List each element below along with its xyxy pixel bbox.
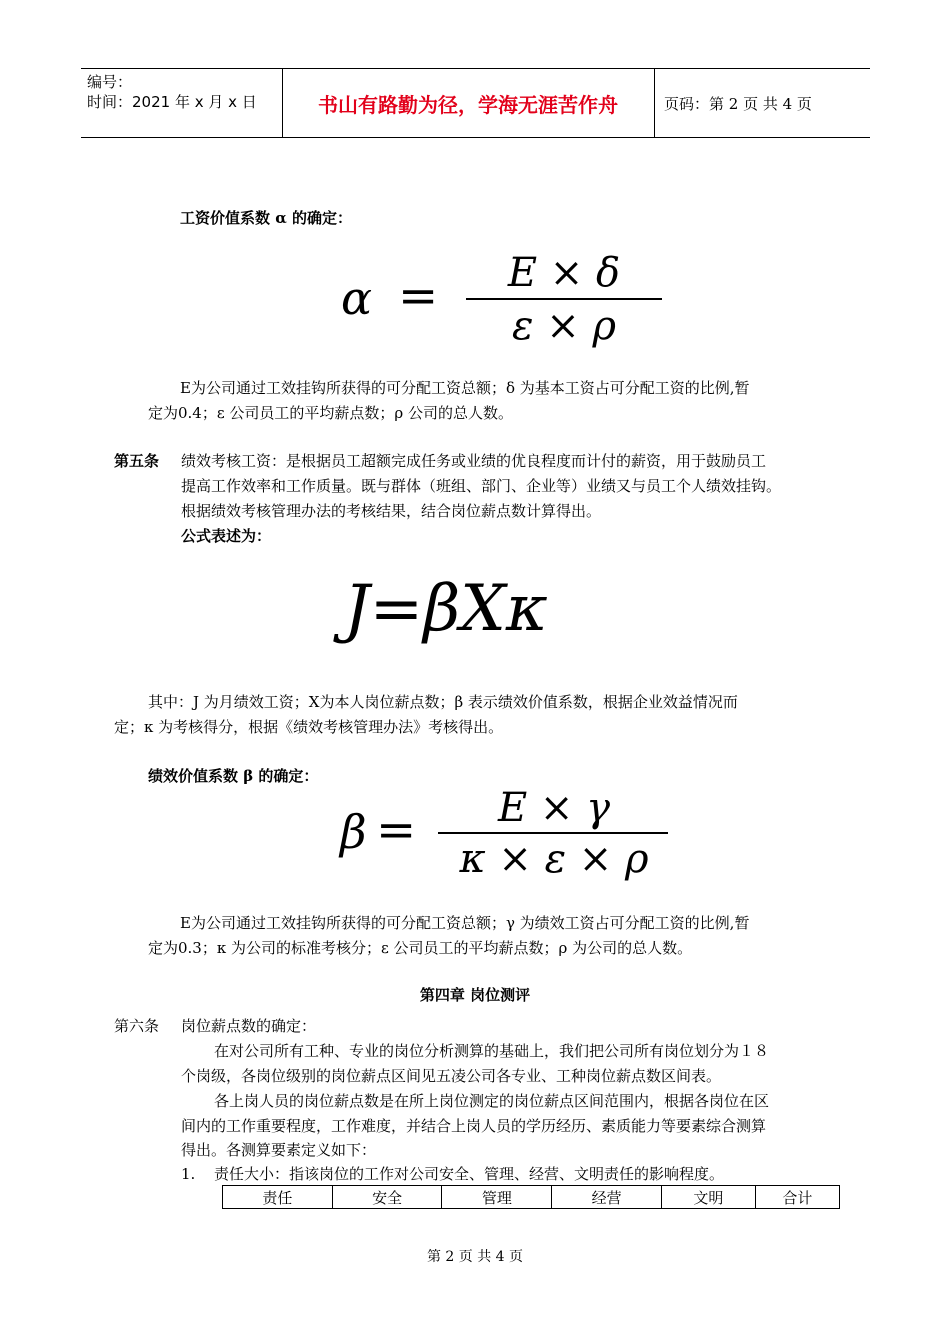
alpha-desc-line: 定为0.4；ε 公司员工的平均薪点数；ρ 公司的总人数。 xyxy=(148,404,513,422)
alpha-denominator: ε × ρ xyxy=(512,303,616,349)
page-header xyxy=(81,68,870,138)
beta-fraction-bar xyxy=(438,832,668,834)
table-header-cell: 责任 xyxy=(223,1186,333,1209)
table-row xyxy=(223,1186,840,1209)
article5-desc-line: 其中：J 为月绩效工资；X为本人岗位薪点数；β 表示绩效价值系数，根据企业效益情况而 xyxy=(148,693,738,711)
alpha-desc-line: E为公司通过工效挂钩所获得的可分配工资总额；δ 为基本工资占可分配工资的比例,暂 xyxy=(180,379,750,397)
formula-intro: 公式表述为： xyxy=(181,527,272,545)
article5-text: 绩效考核工资：是根据员工超额完成任务或业绩的优良程度而计付的薪资，用于鼓励员工 xyxy=(181,452,767,470)
table-header-cell: 经营 xyxy=(552,1186,662,1209)
alpha-numerator: E × δ xyxy=(507,250,621,296)
article6-label: 第六条 xyxy=(114,1017,160,1035)
article6-paragraph-line: 得出。各测算要素定义如下： xyxy=(181,1141,377,1159)
list-item-number: 1. xyxy=(181,1165,196,1183)
article6-paragraph-line: 个岗级，各岗位级别的岗位薪点区间见五凌公司各专业、工种岗位薪点数区间表。 xyxy=(181,1067,722,1085)
responsibility-table xyxy=(222,1185,840,1209)
header-divider xyxy=(654,69,655,137)
article6-paragraph-line: 各上岗人员的岗位薪点数是在所上岗位测定的岗位薪点区间范围内，根据各岗位在区 xyxy=(214,1092,770,1110)
article6-paragraph-line: 间内的工作重要程度，工作难度，并结合上岗人员的学历经历、素质能力等要素综合测算 xyxy=(181,1117,767,1135)
alpha-eq: = xyxy=(398,268,439,324)
article5-text: 根据绩效考核管理办法的考核结果，结合岗位薪点数计算得出。 xyxy=(181,502,602,520)
header-number: 编号： xyxy=(87,73,133,91)
table-header-cell: 合计 xyxy=(755,1186,839,1209)
beta-numerator: E × γ xyxy=(497,785,611,831)
table-header-cell: 管理 xyxy=(442,1186,552,1209)
header-time: 时间：2021 年 x 月 x 日 xyxy=(87,93,257,111)
header-page: 页码：第 2 页 共 4 页 xyxy=(664,94,812,113)
list-item-text: 责任大小：指该岗位的工作对公司安全、管理、经营、文明责任的影响程度。 xyxy=(214,1165,725,1183)
article5-desc-line: 定；κ 为考核得分，根据《绩效考核管理办法》考核得出。 xyxy=(114,718,504,736)
alpha-lhs: α xyxy=(341,271,373,325)
beta-heading: 绩效价值系数 β 的确定： xyxy=(148,767,319,785)
page-footer: 第 2 页 共 4 页 xyxy=(426,1249,524,1265)
header-meta xyxy=(87,72,257,112)
chapter-title: 第四章 岗位测评 xyxy=(419,986,531,1004)
header-motto: 书山有路勤为径，学海无涯苦作舟 xyxy=(318,92,618,117)
alpha-heading: 工资价值系数 α 的确定： xyxy=(180,209,352,227)
beta-desc-line: 定为0.3；κ 为公司的标准考核分；ε 公司员工的平均薪点数；ρ 为公司的总人数。 xyxy=(148,939,693,957)
article6-paragraph-line: 在对公司所有工种、专业的岗位分析测算的基础上，我们把公司所有岗位划分为１８ xyxy=(214,1042,770,1060)
article6-title: 岗位薪点数的确定： xyxy=(181,1017,317,1035)
article5-text: 提高工作效率和工作质量。既与群体（班组、部门、企业等）业绩又与员工个人绩效挂钩。 xyxy=(181,477,782,495)
beta-desc-line: E为公司通过工效挂钩所获得的可分配工资总额；γ 为绩效工资占可分配工资的比例,暂 xyxy=(180,914,750,932)
beta-lhs: β xyxy=(340,805,367,859)
table-header-cell: 安全 xyxy=(332,1186,442,1209)
table-header-cell: 文明 xyxy=(661,1186,755,1209)
article5-label: 第五条 xyxy=(114,452,160,470)
j-formula: J=βXκ xyxy=(344,572,548,646)
beta-eq: = xyxy=(376,802,417,858)
alpha-fraction-bar xyxy=(466,298,662,300)
beta-denominator: κ × ε × ρ xyxy=(459,836,649,882)
